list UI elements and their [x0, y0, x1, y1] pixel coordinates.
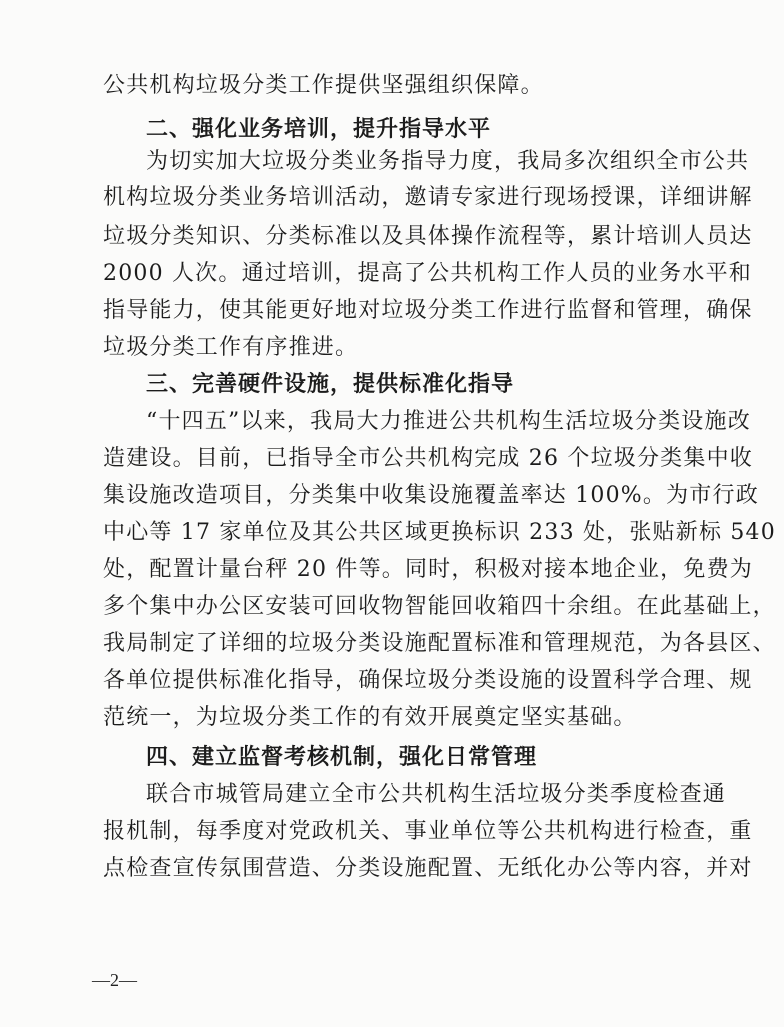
paragraph-line: 垃圾分类知识、分类标准以及具体操作流程等，累计培训人员达 [103, 224, 753, 249]
paragraph-line: 中心等 17 家单位及其公共区域更换标识 233 处，张贴新标 540 [103, 520, 776, 545]
paragraph-line: 2000 人次。通过培训，提高了公共机构工作人员的业务水平和 [103, 261, 752, 286]
section-heading-4: 四、建立监督考核机制，强化日常管理 [146, 745, 538, 770]
paragraph-line: 处，配置计量台秤 20 件等。同时，积极对接本地企业，免费为 [103, 557, 753, 582]
paragraph-line: “十四五”以来，我局大力推进公共机构生活垃圾分类设施改 [146, 409, 751, 434]
page-number: —2— [92, 970, 137, 990]
paragraph-line: 垃圾分类工作有序推进。 [103, 335, 359, 360]
paragraph-line: 各单位提供标准化指导，确保垃圾分类设施的设置科学合理、规 [103, 668, 753, 693]
paragraph-line: 联合市城管局建立全市公共机构生活垃圾分类季度检查通 [146, 782, 727, 807]
paragraph-line: 多个集中办公区安装可回收物智能回收箱四十余组。在此基础上， [103, 594, 776, 619]
paragraph-line: 报机制，每季度对党政机关、事业单位等公共机构进行检查，重 [103, 819, 753, 844]
paragraph-line: 公共机构垃圾分类工作提供坚强组织保障。 [103, 73, 544, 98]
paragraph-line: 机构垃圾分类业务培训活动，邀请专家进行现场授课，详细讲解 [103, 185, 753, 210]
paragraph-line: 点检查宣传氛围营造、分类设施配置、无纸化办公等内容，并对 [103, 856, 753, 881]
paragraph-line: 造建设。目前，已指导全市公共机构完成 26 个垃圾分类集中收 [103, 446, 753, 471]
paragraph-line: 为切实加大垃圾分类业务指导力度，我局多次组织全市公共 [146, 149, 750, 174]
section-heading-3: 三、完善硬件设施，提供标准化指导 [146, 372, 515, 397]
paragraph-line: 范统一，为垃圾分类工作的有效开展奠定坚实基础。 [103, 705, 637, 730]
section-heading-2: 二、强化业务培训，提升指导水平 [146, 117, 492, 142]
paragraph-line: 我局制定了详细的垃圾分类设施配置标准和管理规范，为各县区、 [103, 631, 776, 656]
paragraph-line: 集设施改造项目，分类集中收集设施覆盖率达 100%。为市行政 [103, 483, 759, 508]
paragraph-line: 指导能力，使其能更好地对垃圾分类工作进行监督和管理，确保 [103, 298, 753, 323]
